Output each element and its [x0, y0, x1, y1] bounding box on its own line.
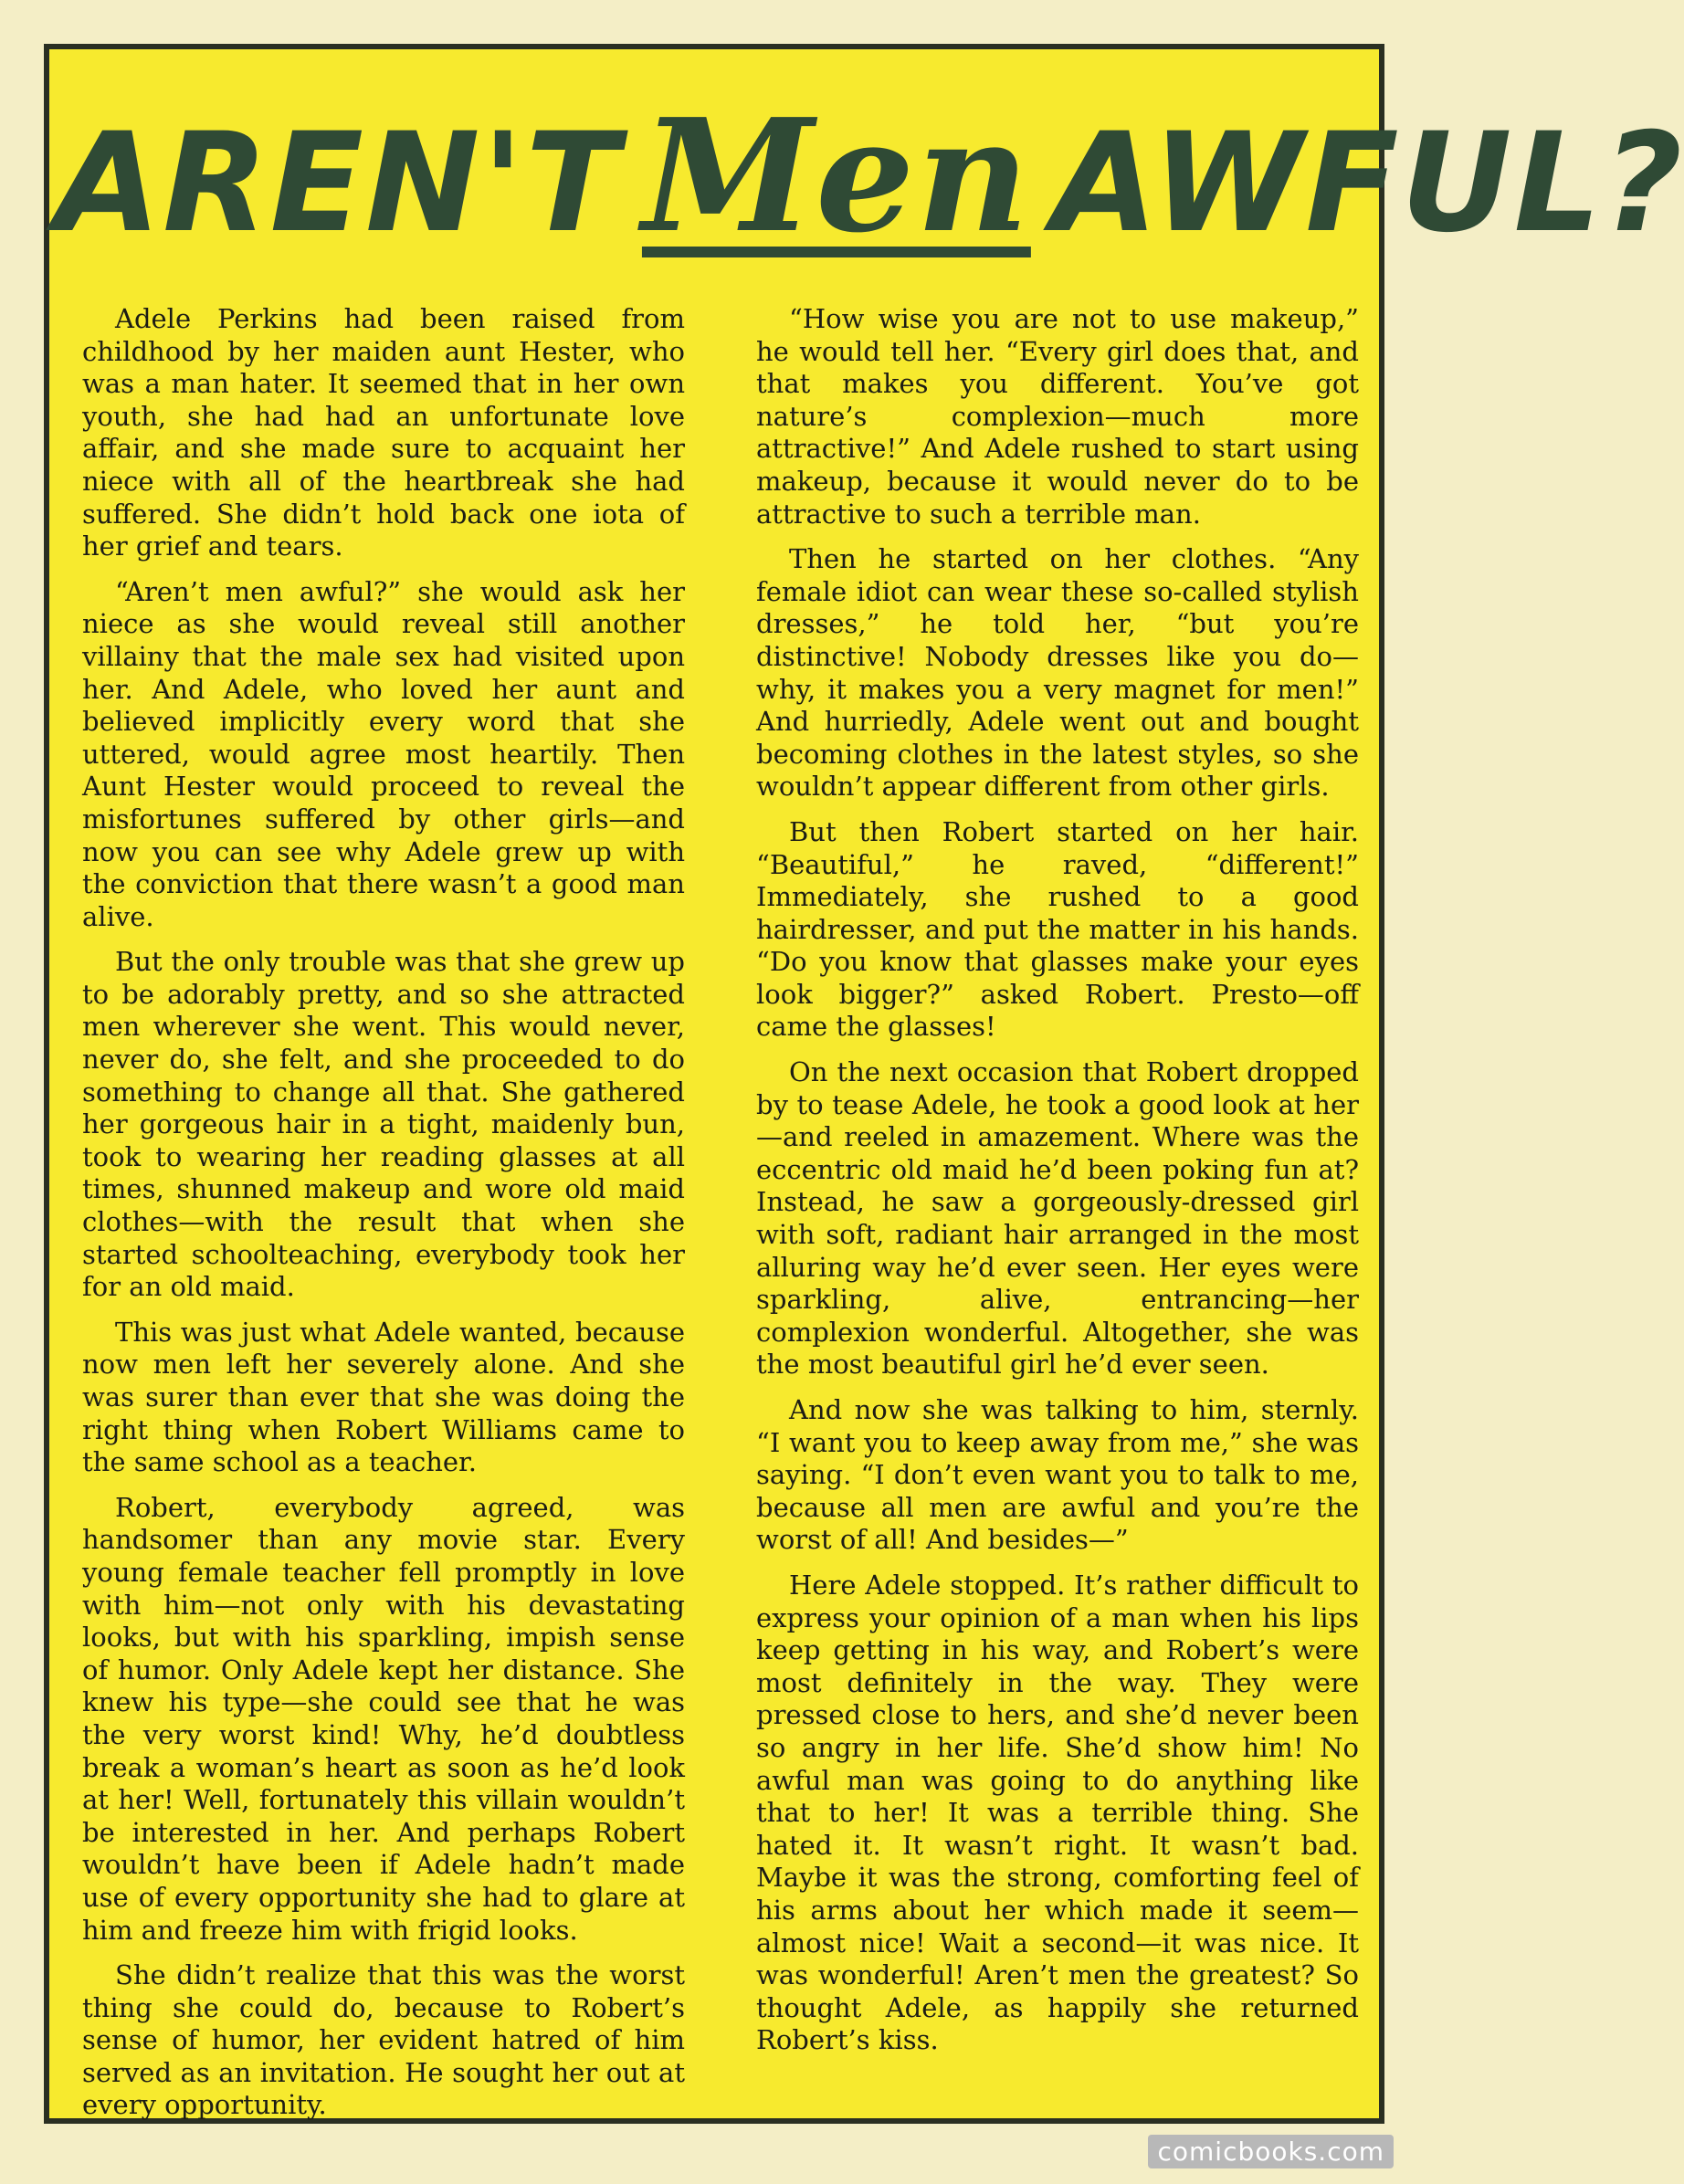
paragraph: This was just what Adele wanted, because now men left her severely alone. And she was surer than ever that she was doing the right thing when Robert Williams came to the same school as a teacher.: [82, 1316, 685, 1478]
paragraph: And now she was talking to him, sternly. “I want you to keep away from me,” she was saying. “I don’t even want you to talk to me, because all men are awful and you’re the worst of all! And besides—”: [756, 1394, 1359, 1556]
paragraph: “Aren’t men awful?” she would ask her niece as she would reveal still another villainy that the male sex had visited upon her. And Adele, who loved her aunt and believed implicitly every word that she uttered, would agree most heartily. Then Aunt Hester would proceed to reveal the misfortunes suffered by other girls—and now you can see why Adele grew up with the conviction that there wasn’t a good man alive.: [82, 575, 685, 932]
paragraph: But the only trouble was that she grew up to be adorably pretty, and so she attracted men wherever she went. This would never, never do, she felt, and she proceeded to do something to change all that. She gathered her gorgeous hair in a tight, maidenly bun, took to wearing her reading glasses at all times, shunned makeup and wore old maid clothes—with the result that when she started schoolteaching, everybody took her for an old maid.: [82, 946, 685, 1303]
left-column: [82, 303, 685, 2135]
paragraph: Here Adele stopped. It’s rather difficult to express your opinion of a man when his lips keep getting in his way, and Robert’s were most definitely in the way. They were pressed close to hers, and she’d never been so angry in her life. She’d show him! No awful man was going to do anything like that to her! It was a terrible thing. She hated it. It wasn’t right. It wasn’t bad. Maybe it was the strong, comforting feel of his arms about her which made it seem—almost nice! Wait a second—it was nice. It was wonderful! Aren’t men the greatest? So thought Adele, as happily she returned Robert’s kiss.: [756, 1569, 1359, 2056]
right-column: [756, 303, 1359, 2070]
paragraph: Then he started on her clothes. “Any female idiot can wear these so-called stylish dresses,” he told her, “but you’re distinctive! Nobody dresses like you do—why, it makes you a very magnet for men!” And hurriedly, Adele went out and bought becoming clothes in the latest styles, so she wouldn’t appear different from other girls.: [756, 543, 1359, 803]
story-title: [55, 80, 1684, 272]
paragraph: Adele Perkins had been raised from childhood by her maiden aunt Hester, who was a man hater. It seemed that in her own youth, she had had an unfortunate love affair, and she made sure to acquaint her niece with all of the heartbreak she had suffered. She didn’t hold back one iota of her grief and tears.: [82, 303, 685, 562]
paragraph: She didn’t realize that this was the worst thing she could do, because to Robert’s sense of humor, her evident hatred of him served as an invitation. He sought her out at every opportunity.: [82, 1959, 685, 2121]
paragraph: But then Robert started on her hair. “Beautiful,” he raved, “different!” Immediately, she rushed to a good hairdresser, and put the matter in his hands. “Do you know that glasses make your eyes look bigger?” asked Robert. Presto—off came the glasses!: [756, 815, 1359, 1043]
paragraph: Robert, everybody agreed, was handsomer than any movie star. Every young female teacher fell promptly in love with him—not only with his devastating looks, but with his sparkling, impish sense of humor. Only Adele kept her distance. She knew his type—she could see that he was the very worst kind! Why, he’d doubtless break a woman’s heart as soon as he’d look at her! Well, fortunately this villain wouldn’t be interested in her. And perhaps Robert wouldn’t have been if Adele hadn’t made use of every opportunity she had to glare at him and freeze him with frigid looks.: [82, 1491, 685, 1946]
title-part-1: AREN'T: [55, 104, 621, 263]
title-part-2: AWFUL?: [1051, 104, 1684, 263]
paragraph: On the next occasion that Robert dropped by to tease Adele, he took a good look at her—and reeled in amazement. Where was the eccentric old maid he’d been poking fun at? Instead, he saw a gorgeously-dressed girl with soft, radiant hair arranged in the most alluring way he’d ever seen. Her eyes were sparkling, alive, entrancing—her complexion wonderful. Altogether, she was the most beautiful girl he’d ever seen.: [756, 1056, 1359, 1381]
source-watermark: comicbooks.com: [1148, 2135, 1394, 2168]
paragraph: “How wise you are not to use makeup,” he would tell her. “Every girl does that, and that makes you different. You’ve got nature’s complexion—much more attractive!” And Adele rushed to start using makeup, because it would never do to be attractive to such a terrible man.: [756, 303, 1359, 530]
title-script-word: Men: [641, 85, 1031, 268]
